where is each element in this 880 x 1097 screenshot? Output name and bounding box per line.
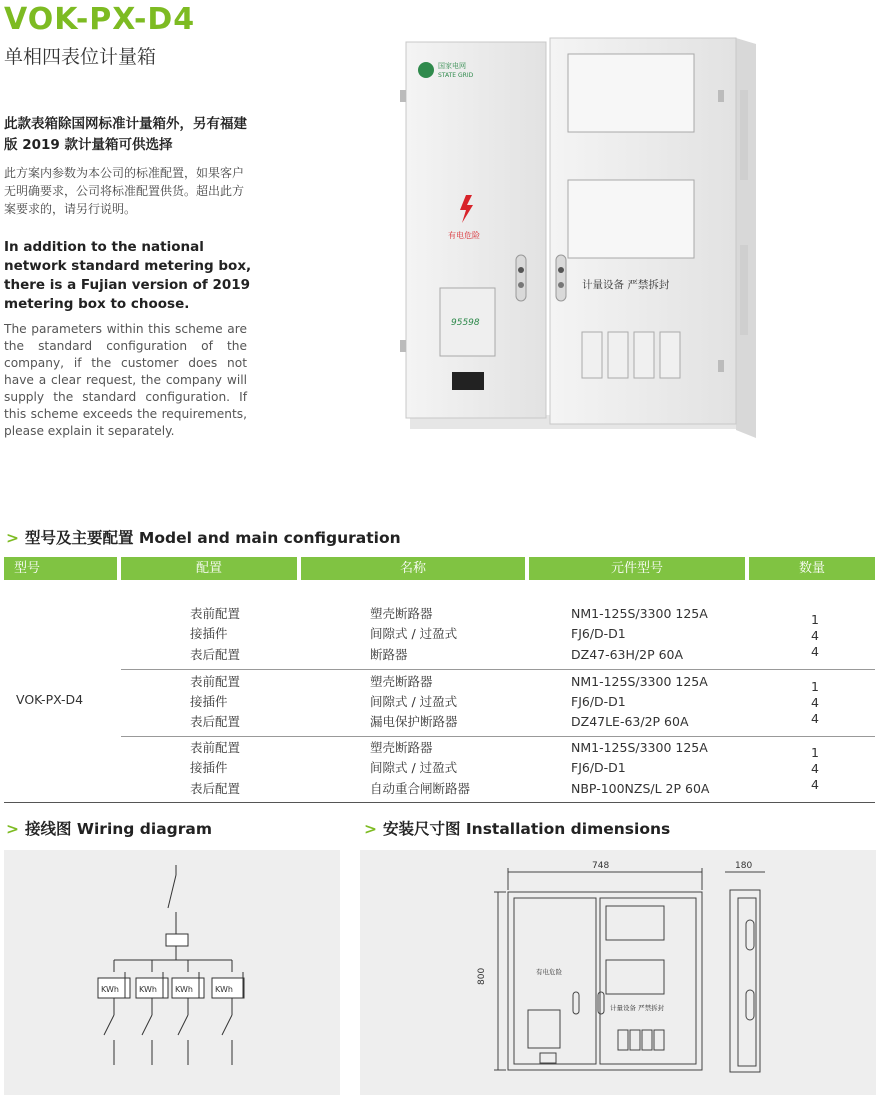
meter-label: KWh	[101, 985, 119, 994]
table-header	[4, 557, 875, 580]
part-cell: FJ6/D-D1	[571, 694, 626, 709]
section-arrow-icon: >	[6, 820, 19, 838]
dim-height: 800	[477, 967, 487, 985]
part-cell: FJ6/D-D1	[571, 626, 626, 641]
name-cell: 塑壳断路器	[370, 740, 433, 755]
config-cell: 接插件	[190, 626, 228, 641]
meter-label: KWh	[175, 985, 193, 994]
metering-label: 计量设备 严禁拆封	[582, 279, 670, 291]
section-arrow-icon: >	[6, 529, 19, 547]
config-cell: 表后配置	[190, 647, 241, 662]
part-cell: NM1-125S/3300 125A	[571, 606, 708, 621]
intro-en-highlight: In addition to the national network standard metering box, there is a Fujian version of 2019 metering box to choose.	[4, 239, 252, 312]
meter-label: KWh	[139, 985, 157, 994]
product-subtitle: 单相四表位计量箱	[4, 46, 157, 68]
meter-label: KWh	[215, 985, 233, 994]
header-config: 配置	[121, 557, 297, 580]
danger-text: 有电危险	[448, 231, 480, 240]
table-body	[4, 580, 875, 796]
header-part: 元件型号	[529, 557, 745, 580]
qty-cell: 1	[811, 745, 819, 760]
qty-cell: 4	[811, 711, 819, 726]
part-cell: FJ6/D-D1	[571, 760, 626, 775]
brand-cn: 国家电网	[438, 62, 466, 70]
wiring-section-title	[6, 817, 212, 839]
intro-cn-text: 此方案内参数为本公司的标准配置，如果客户无明确要求，公司将标准配置供货。超出此方案要求的，请另行说明。	[4, 166, 245, 216]
qty-cell: 4	[811, 644, 819, 659]
config-cell: 接插件	[190, 760, 228, 775]
row-divider	[121, 669, 875, 670]
hotline: 95598	[451, 318, 480, 328]
installation-diagram	[360, 850, 876, 1095]
config-section-title	[6, 526, 401, 548]
header-qty: 数量	[749, 557, 875, 580]
config-cell: 表后配置	[190, 714, 241, 729]
wiring-section-label: 接线图 Wiring diagram	[25, 820, 213, 838]
config-cell: 表前配置	[190, 606, 241, 621]
name-cell: 断路器	[370, 647, 408, 662]
model-title: VOK-PX-D4	[4, 2, 196, 37]
header-name: 名称	[301, 557, 525, 580]
model-cell: VOK-PX-D4	[16, 692, 84, 707]
name-cell: 自动重合闸断路器	[370, 781, 471, 796]
part-cell: NBP-100NZS/L 2P 60A	[571, 781, 710, 796]
name-cell: 漏电保护断路器	[370, 714, 458, 729]
row-divider	[121, 736, 875, 737]
qty-cell: 1	[811, 679, 819, 694]
qty-cell: 1	[811, 612, 819, 627]
config-section-label: 型号及主要配置 Model and main configuration	[25, 529, 401, 547]
header-model: 型号	[4, 557, 117, 580]
intro-cn-highlight: 此款表箱除国网标准计量箱外，另有福建版 2019 款计量箱可供选择	[4, 116, 247, 153]
wiring-diagram	[4, 850, 340, 1095]
qty-cell: 4	[811, 761, 819, 776]
install-section-title	[364, 817, 670, 839]
metering-label: 计量设备 严禁拆封	[610, 1004, 665, 1012]
config-table	[4, 557, 875, 796]
part-cell: NM1-125S/3300 125A	[571, 674, 708, 689]
dim-depth: 180	[735, 861, 753, 871]
dim-width: 748	[592, 861, 610, 871]
name-cell: 间隙式 / 过盈式	[370, 694, 458, 709]
name-cell: 间隙式 / 过盈式	[370, 626, 458, 641]
name-cell: 间隙式 / 过盈式	[370, 760, 458, 775]
section-arrow-icon: >	[364, 820, 377, 838]
name-cell: 塑壳断路器	[370, 606, 433, 621]
part-cell: DZ47-63H/2P 60A	[571, 647, 684, 662]
config-cell: 接插件	[190, 694, 228, 709]
qty-cell: 4	[811, 777, 819, 792]
intro-en-text: The parameters within this scheme are the standard configuration of the company, if the customer does not have a clear request, the company will supply the standard configuration. If this scheme exceeds the requirements, please explain it separately.	[4, 322, 247, 438]
config-cell: 表前配置	[190, 674, 241, 689]
config-cell: 表前配置	[190, 740, 241, 755]
part-cell: DZ47LE-63/2P 60A	[571, 714, 689, 729]
config-cell: 表后配置	[190, 781, 241, 796]
table-bottom-border	[4, 802, 875, 803]
product-photo	[396, 30, 766, 440]
part-cell: NM1-125S/3300 125A	[571, 740, 708, 755]
danger-text: 有电危险	[536, 968, 562, 976]
install-section-label: 安装尺寸图 Installation dimensions	[383, 820, 671, 838]
qty-cell: 4	[811, 695, 819, 710]
brand-en: STATE GRID	[438, 72, 474, 79]
qty-cell: 4	[811, 628, 819, 643]
name-cell: 塑壳断路器	[370, 674, 433, 689]
